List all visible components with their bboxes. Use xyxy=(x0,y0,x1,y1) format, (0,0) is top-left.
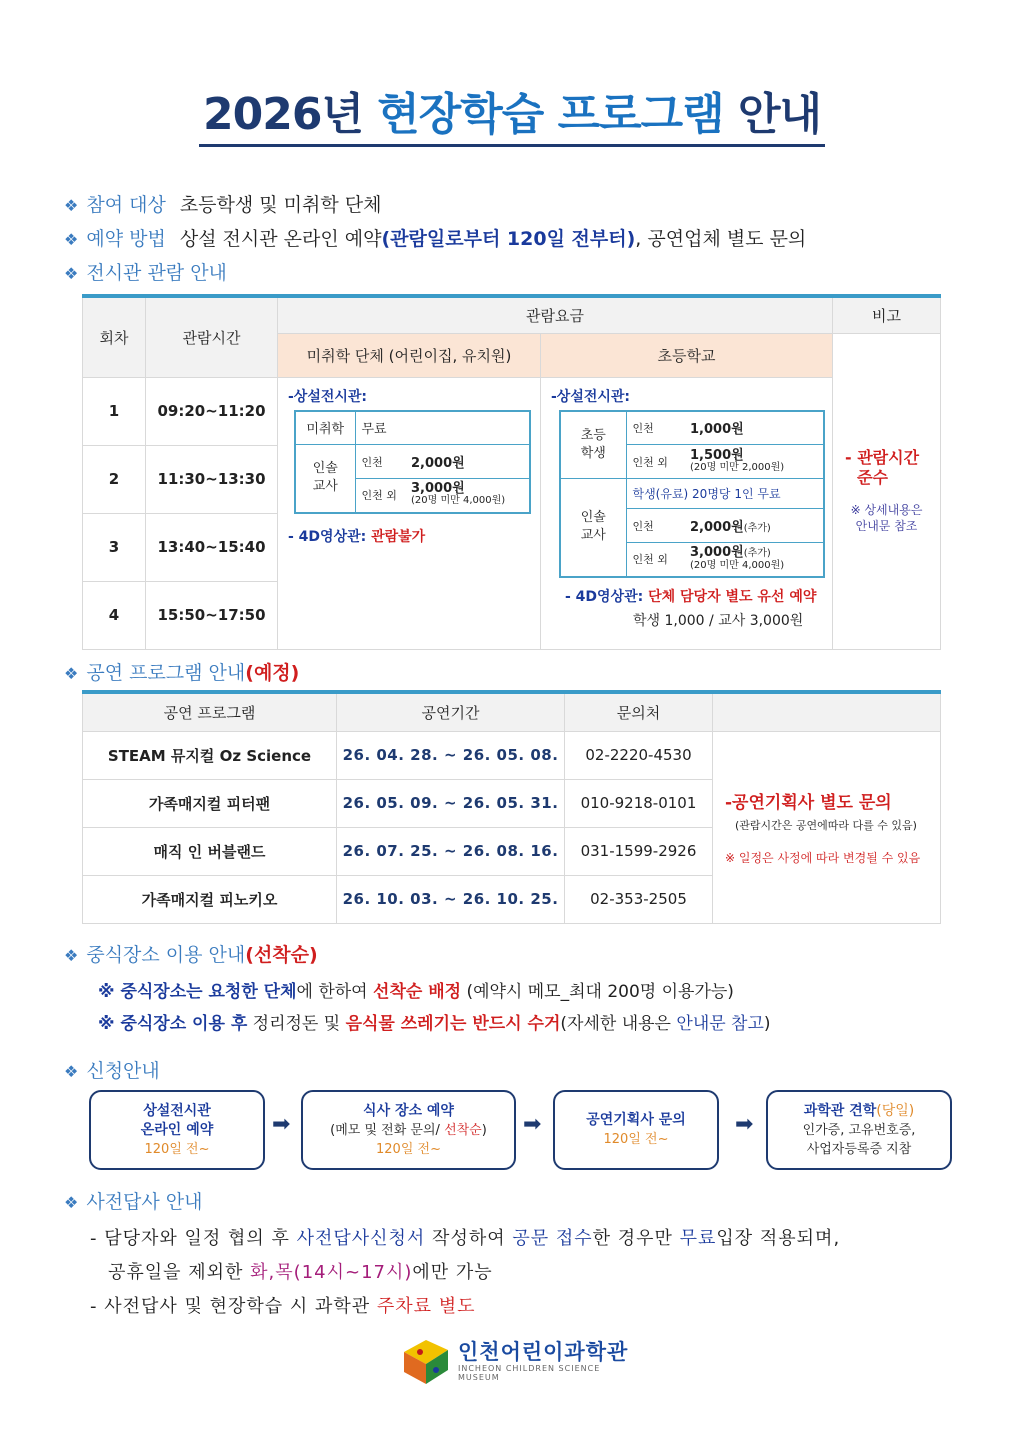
el-teacher-outside-value: 3,000원 xyxy=(690,544,744,560)
el-4d-price: 학생 1,000 / 교사 3,000원 xyxy=(633,612,804,629)
el-4d-value: 단체 담당자 별도 유선 예약 xyxy=(648,588,817,605)
logo-text: 인천어린이과학관 xyxy=(458,1340,629,1364)
visit-l3a: - 사전답사 및 현장학습 시 과학관 xyxy=(90,1296,377,1317)
el-outside-sub: (20명 미만 2,000원) xyxy=(690,461,785,473)
step4-line1-tag: (당일) xyxy=(876,1102,915,1119)
title-year: 2026년 xyxy=(203,89,378,140)
show-note-3: ※ 일정은 사정에 따라 변경될 수 있음 xyxy=(725,851,921,865)
pre-title: -상설전시관: xyxy=(288,388,368,405)
lunch-l2d: (자세한 내용은 xyxy=(560,1014,677,1034)
lunch-label-tag: (선착순) xyxy=(245,944,318,966)
round-2: 2 xyxy=(83,445,146,513)
time-2: 11:30~13:30 xyxy=(146,445,278,513)
show-date-1: 26. 04. 28. ~ 26. 05. 08. xyxy=(337,731,565,779)
pre-kid-label: 미취학 xyxy=(295,411,355,445)
lunch-l1d: (예약시 메모_최대 200명 이용가능) xyxy=(461,982,734,1002)
show-section-title xyxy=(64,658,299,685)
logo-subtext: INCHEON CHILDREN SCIENCE MUSEUM xyxy=(458,1364,601,1382)
lunch-section-title xyxy=(64,940,318,967)
cube-logo-icon xyxy=(398,1330,456,1386)
visit-line-2 xyxy=(108,1258,493,1284)
show-tel-1: 02-2220-4530 xyxy=(565,731,713,779)
museum-logo xyxy=(398,1330,638,1386)
lunch-l2a: ※ 중식장소 이용 후 xyxy=(98,1014,248,1034)
diamond-icon: ❖ xyxy=(64,664,79,683)
step1-line2: 온라인 예약 xyxy=(140,1121,214,1138)
step3-line1: 공연기획사 문의 xyxy=(586,1112,686,1128)
step4-line1: 과학관 견학 xyxy=(803,1102,877,1119)
elementary-fee-box xyxy=(559,410,825,578)
diamond-icon: ❖ xyxy=(64,1062,79,1081)
step2-line2-red: 선착순 xyxy=(444,1122,482,1138)
header-round: 회차 xyxy=(83,296,146,377)
preschool-fee-cell: -상설전시관: 미취학 무료 인솔 교사 인천 2,000원 인천 외 3,000원 (20명 미만 4,000원) - 4D영상관: 관람불가 xyxy=(278,377,541,649)
time-4: 15:50~17:50 xyxy=(146,581,278,649)
target-line xyxy=(64,190,381,217)
pre-4d-value: 관람불가 xyxy=(371,528,426,545)
note-time: - 관람시간 xyxy=(845,448,920,467)
lunch-l1b: 에 한하여 xyxy=(296,982,374,1002)
note-detail: ※ 상세내용은 xyxy=(850,503,923,517)
step2-line2: (메모 및 전화 문의/ xyxy=(330,1122,445,1138)
visit-l1g: 입장 적용되며, xyxy=(716,1228,841,1249)
el-free-rule: 학생(유료) 20명당 1인 무료 xyxy=(626,479,824,509)
diamond-icon: ❖ xyxy=(64,264,79,283)
el-outside-value: 1,500원 xyxy=(690,447,744,463)
show-tel-3: 031-1599-2926 xyxy=(565,827,713,875)
show-tel-2: 010-9218-0101 xyxy=(565,779,713,827)
diamond-icon: ❖ xyxy=(64,196,79,215)
step-lunch-reservation xyxy=(301,1090,516,1170)
time-3: 13:40~15:40 xyxy=(146,513,278,581)
show-note-2: (관람시간은 공연에따라 다를 수 있음) xyxy=(735,819,917,832)
pre-incheon-value: 2,000원 xyxy=(405,445,530,479)
show-header-period: 공연기간 xyxy=(337,692,565,731)
header-fee: 관람요금 xyxy=(278,296,833,333)
el-student-label: 초등 학생 xyxy=(560,411,626,479)
lunch-line-1 xyxy=(98,977,734,1002)
arrow-right-icon: ➡ xyxy=(735,1112,754,1137)
visit-l1f: 무료 xyxy=(679,1228,717,1249)
arrow-right-icon: ➡ xyxy=(272,1112,291,1137)
visit-line-3 xyxy=(90,1292,476,1318)
lunch-l2c: 음식물 쓰레기는 반드시 수거 xyxy=(345,1014,561,1034)
step-museum-visit xyxy=(766,1090,952,1170)
note-cell xyxy=(833,333,941,649)
reserve-show: , 공연업체 별도 문의 xyxy=(635,228,807,250)
show-date-3: 26. 07. 25. ~ 26. 08. 16. xyxy=(337,827,565,875)
exhibit-table xyxy=(82,294,941,650)
step2-line3: 120일 전~ xyxy=(376,1141,441,1157)
elementary-fee-cell: -상설전시관: 초등 학생 인천 1,000원 인천 외 1,500원 (20명 미만 2,000원) 인솔 교사 학생(유료) 20명당 1인 무료 인천 2,000원(추가) 인천 외 3,000원(추가) (20명 미만 4,000원) - 4D영상관: 단체 담당자 별도 유선 예약 학생 1,000 / 교사 3,000원 xyxy=(541,377,833,649)
reserve-line xyxy=(64,224,806,251)
pre-kid-value: 무료 xyxy=(355,411,530,445)
step2-line1: 식사 장소 예약 xyxy=(363,1102,454,1119)
show-header-contact: 문의처 xyxy=(565,692,713,731)
apply-label: 신청안내 xyxy=(86,1060,160,1082)
visit-l1d: 공문 접수 xyxy=(512,1228,593,1249)
step3-line2: 120일 전~ xyxy=(603,1132,669,1147)
header-time: 관람시간 xyxy=(146,296,278,377)
lunch-l2f: ) xyxy=(763,1014,771,1034)
visit-l1e: 한 경우만 xyxy=(592,1228,680,1249)
round-3: 3 xyxy=(83,513,146,581)
el-4d-label: - 4D영상관 xyxy=(565,588,638,605)
page-title xyxy=(0,88,1024,147)
visit-l2c: 에만 가능 xyxy=(412,1262,493,1283)
show-name-3: 매직 인 버블랜드 xyxy=(83,827,337,875)
show-name-2: 가족매지컬 피터팬 xyxy=(83,779,337,827)
diamond-icon: ❖ xyxy=(64,1193,79,1212)
arrow-right-icon: ➡ xyxy=(523,1112,542,1137)
pre-outside-sub: (20명 미만 4,000원) xyxy=(411,495,506,507)
lunch-l1a: ※ 중식장소는 요청한 단체 xyxy=(98,982,297,1002)
show-label: 공연 프로그램 안내 xyxy=(86,662,246,684)
step1-line1: 상설전시관 xyxy=(143,1102,211,1119)
visit-l2b: 화,목(14시~17시) xyxy=(250,1262,413,1283)
el-teacher-outside: 인천 외 xyxy=(626,543,684,577)
step-exhibit-reservation xyxy=(89,1090,265,1170)
el-teacher-incheon: 인천 xyxy=(626,509,684,543)
round-1: 1 xyxy=(83,377,146,445)
show-label-tag: (예정) xyxy=(245,662,300,684)
target-label: 참여 대상 xyxy=(86,194,166,216)
el-incheon: 인천 xyxy=(626,411,684,445)
step2-line2-end: ) xyxy=(481,1122,487,1138)
show-note-cell xyxy=(713,731,941,923)
show-date-4: 26. 10. 03. ~ 26. 10. 25. xyxy=(337,875,565,923)
pre-outside-value: 3,000원 xyxy=(411,481,465,497)
note-detail-2: 안내문 참조 xyxy=(855,519,918,533)
visit-l2a: 공휴일을 제외한 xyxy=(108,1262,251,1283)
visit-section-title xyxy=(64,1187,203,1214)
step1-line3: 120일 전~ xyxy=(144,1141,210,1157)
title-highlight: 현장학습 프로그램 xyxy=(377,89,724,140)
reserve-value: 상설 전시관 온라인 예약 xyxy=(179,228,382,250)
target-value: 초등학생 및 미취학 단체 xyxy=(179,194,382,216)
reserve-period: (관람일로부터 120일 전부터) xyxy=(381,228,636,250)
visit-l1b: 사전답사신청서 xyxy=(296,1228,426,1249)
header-preschool: 미취학 단체 (어린이집, 유치원) xyxy=(278,333,541,377)
lunch-l2b: 정리정돈 및 xyxy=(247,1014,346,1034)
lunch-label: 중식장소 이용 안내 xyxy=(86,944,246,966)
visit-label: 사전답사 안내 xyxy=(86,1191,203,1213)
show-table xyxy=(82,690,941,924)
el-incheon-value: 1,000원 xyxy=(684,411,824,445)
step-show-inquiry xyxy=(553,1090,719,1170)
el-teacher-incheon-value: 2,000원 xyxy=(690,520,744,535)
time-1: 09:20~11:20 xyxy=(146,377,278,445)
lunch-line-2 xyxy=(98,1009,771,1034)
round-4: 4 xyxy=(83,581,146,649)
title-suffix: 안내 xyxy=(723,89,821,140)
lunch-l1c: 선착순 배정 xyxy=(373,982,462,1002)
apply-section-title xyxy=(64,1056,160,1083)
pre-4d-label: - 4D영상관 xyxy=(288,528,361,545)
show-name-1: STEAM 뮤지컬 Oz Science xyxy=(83,731,337,779)
show-name-4: 가족매지컬 피노키오 xyxy=(83,875,337,923)
reserve-label: 예약 방법 xyxy=(86,228,166,250)
show-header-program: 공연 프로그램 xyxy=(83,692,337,731)
step4-line2: 인가증, 고유번호증, xyxy=(802,1122,916,1138)
pre-outside: 인천 외 xyxy=(355,479,405,513)
el-teacher-outside-sub: (추가) xyxy=(743,547,771,559)
header-elementary: 초등학교 xyxy=(541,333,833,377)
step4-line3: 사업자등록증 지참 xyxy=(806,1141,912,1157)
diamond-icon: ❖ xyxy=(64,946,79,965)
pre-teacher-label: 인솔 교사 xyxy=(295,445,355,513)
visit-l1c: 작성하여 xyxy=(425,1228,513,1249)
el-teacher-label: 인솔 교사 xyxy=(560,479,626,577)
lunch-l2e: 안내문 참고 xyxy=(676,1014,764,1034)
show-date-2: 26. 05. 09. ~ 26. 05. 31. xyxy=(337,779,565,827)
visit-line-1 xyxy=(90,1224,840,1250)
show-note-1: -공연기획사 별도 문의 xyxy=(725,793,892,813)
exhibit-section-title xyxy=(64,258,227,285)
visit-l3b: 주차료 별도 xyxy=(376,1296,476,1317)
show-tel-4: 02-353-2505 xyxy=(565,875,713,923)
note-time-2: 준수 xyxy=(857,468,888,487)
preschool-fee-box xyxy=(294,410,531,514)
exhibit-label: 전시관 관람 안내 xyxy=(86,262,227,284)
diamond-icon: ❖ xyxy=(64,230,79,249)
show-header-note xyxy=(713,692,941,731)
header-note: 비고 xyxy=(833,296,941,333)
pre-incheon: 인천 xyxy=(355,445,405,479)
el-teacher-outside-sub2: (20명 미만 4,000원) xyxy=(690,559,785,571)
el-outside: 인천 외 xyxy=(626,445,684,479)
el-title: -상설전시관: xyxy=(551,388,631,405)
el-teacher-incheon-sub: (추가) xyxy=(743,523,771,534)
visit-l1a: - 담당자와 일정 협의 후 xyxy=(90,1228,297,1249)
